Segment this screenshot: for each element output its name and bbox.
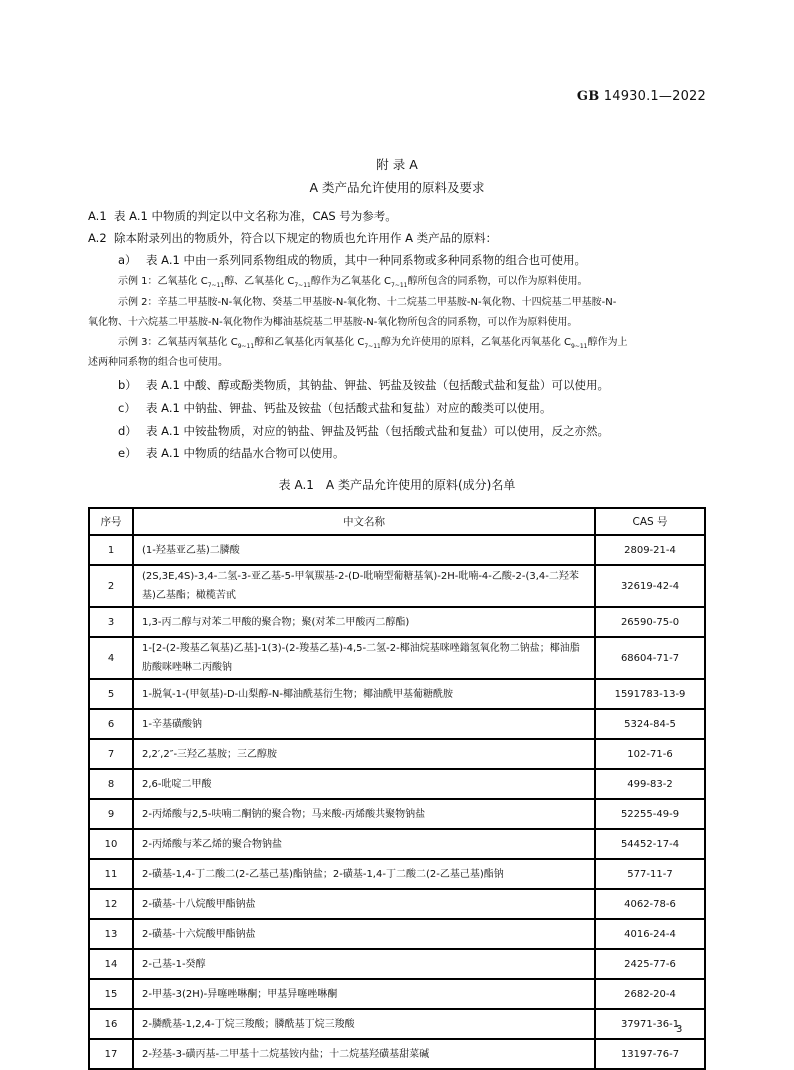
row-number: 8 (89, 769, 133, 799)
appendix-label: 附 录 A (376, 157, 418, 172)
row-cas: 37971-36-1 (595, 1009, 705, 1039)
row-cas: 32619-42-4 (595, 565, 705, 607)
table-row (89, 859, 705, 889)
table-row (89, 565, 705, 607)
item-label: e） (118, 446, 137, 460)
list-item-b (118, 378, 609, 393)
table-row (89, 979, 705, 1009)
table-row (89, 535, 705, 565)
row-name: (2S,3E,4S)-3,4-二氢-3-亚乙基-5-甲氧羰基-2-(D-吡喃型葡糖基氧)-2H-吡喃-4-乙酸-2-(3,4-二羟苯基)乙基酯；橄榄苦甙 (133, 565, 595, 607)
example-1: 示例 1：乙氧基化 $C_{7\sim 11}$醇、乙氧基化 $C_{7\sim 11}$醇作为乙氧基化 $C_{7\sim 11}$醇所包含的同系物，可以作为原料使用。 (118, 276, 588, 289)
row-number: 1 (89, 535, 133, 565)
materials-table (88, 507, 706, 1070)
row-cas: 2682-20-4 (595, 979, 705, 1009)
clause-text: 除本附录列出的物质外，符合以下规定的物质也允许用作 A 类产品的原料： (114, 231, 498, 245)
row-number: 9 (89, 799, 133, 829)
row-name: (1-羟基亚乙基)二膦酸 (133, 535, 595, 565)
header-name: 中文名称 (133, 508, 595, 535)
row-number: 10 (89, 829, 133, 859)
row-name: 1-辛基磺酸钠 (133, 709, 595, 739)
row-name: 2-甲基-3(2H)-异噻唑啉酮；甲基异噻唑啉酮 (133, 979, 595, 1009)
table-row (89, 949, 705, 979)
table-row (89, 679, 705, 709)
row-cas: 5324-84-5 (595, 709, 705, 739)
row-cas: 68604-71-7 (595, 637, 705, 679)
row-cas: 102-71-6 (595, 739, 705, 769)
row-cas: 2809-21-4 (595, 535, 705, 565)
table-row (89, 637, 705, 679)
header-no: 序号 (89, 508, 133, 535)
row-name: 2,6-吡啶二甲酸 (133, 769, 595, 799)
row-number: 17 (89, 1039, 133, 1069)
table-row (89, 919, 705, 949)
appendix-title: A 类产品允许使用的原料及要求 (309, 180, 485, 195)
row-cas: 1591783-13-9 (595, 679, 705, 709)
page-number: 3 (676, 1024, 683, 1035)
table-row (89, 829, 705, 859)
clause-a1 (88, 209, 397, 224)
row-number: 5 (89, 679, 133, 709)
clause-text: 表 A.1 中物质的判定以中文名称为准，CAS 号为参考。 (114, 209, 397, 223)
row-cas: 26590-75-0 (595, 607, 705, 637)
table-row (89, 739, 705, 769)
row-number: 6 (89, 709, 133, 739)
row-number: 11 (89, 859, 133, 889)
row-number: 2 (89, 565, 133, 607)
table-caption: 表 A.1 A 类产品允许使用的原料(成分)名单 (278, 478, 516, 492)
row-number: 16 (89, 1009, 133, 1039)
item-label: b） (118, 378, 137, 392)
row-number: 15 (89, 979, 133, 1009)
row-cas: 13197-76-7 (595, 1039, 705, 1069)
row-number: 13 (89, 919, 133, 949)
item-text: 表 A.1 中铵盐物质，对应的钠盐、钾盐及钙盐（包括酸式盐和复盐）可以使用，反之亦然。 (146, 424, 609, 438)
item-text: 表 A.1 中由一系列同系物组成的物质，其中一种同系物或多种同系物的组合也可使用。 (146, 253, 586, 267)
row-name: 2-磺基-1,4-丁二酸二(2-乙基己基)酯钠盐；2-磺基-1,4-丁二酸二(2-乙基己基)酯钠 (133, 859, 595, 889)
row-name: 2,2′,2″-三羟乙基胺；三乙醇胺 (133, 739, 595, 769)
row-name: 2-丙烯酸与2,5-呋喃二酮钠的聚合物；马来酸-丙烯酸共聚物钠盐 (133, 799, 595, 829)
table-row (89, 1009, 705, 1039)
row-number: 4 (89, 637, 133, 679)
item-label: a） (118, 253, 137, 267)
row-name: 2-磺基-十八烷酸甲酯钠盐 (133, 889, 595, 919)
table-header-row (89, 508, 705, 535)
list-item-d (118, 424, 609, 439)
row-cas: 577-11-7 (595, 859, 705, 889)
table-row (89, 769, 705, 799)
table-row (89, 607, 705, 637)
row-number: 14 (89, 949, 133, 979)
row-number: 7 (89, 739, 133, 769)
example-3: 示例 3：乙氧基丙氧基化 $C_{9\sim 11}$醇和乙氧基化丙氧基化 $C_{7\sim 11}$醇为允许使用的原料，乙氧基化丙氧基化 $C_{9\sim 11}$醇作为上 (118, 337, 628, 350)
standard-prefix: GB (576, 89, 600, 104)
row-cas: 54452-17-4 (595, 829, 705, 859)
example-3-line2: 述两种同系物的组合也可使用。 (88, 357, 228, 368)
item-text: 表 A.1 中酸、醇或酚类物质，其钠盐、钾盐、钙盐及铵盐（包括酸式盐和复盐）可以使用。 (146, 378, 609, 392)
table-row (89, 709, 705, 739)
row-number: 12 (89, 889, 133, 919)
row-cas: 2425-77-6 (595, 949, 705, 979)
example-2-line2: 氧化物、十六烷基二甲基胺-N-氧化物作为椰油基烷基二甲基胺-N-氧化物所包含的同系物，可以作为原料使用。 (88, 317, 578, 328)
table-row (89, 1039, 705, 1069)
list-item-e (118, 446, 344, 461)
row-name: 2-己基-1-癸醇 (133, 949, 595, 979)
row-name: 2-膦酰基-1,2,4-丁烷三羧酸；膦酰基丁烷三羧酸 (133, 1009, 595, 1039)
clause-number: A.2 (88, 231, 107, 245)
row-cas: 4016-24-4 (595, 919, 705, 949)
row-cas: 499-83-2 (595, 769, 705, 799)
row-name: 2-磺基-十六烷酸甲酯钠盐 (133, 919, 595, 949)
list-item-c (118, 401, 551, 416)
standard-number: 14930.1—2022 (603, 89, 706, 104)
list-item-a (118, 253, 586, 268)
item-label: c） (118, 401, 136, 415)
clause-number: A.1 (88, 209, 107, 223)
table-row (89, 889, 705, 919)
header-cas: CAS 号 (595, 508, 705, 535)
item-label: d） (118, 424, 137, 438)
example-2-line1: 示例 2：辛基二甲基胺-N-氧化物、癸基二甲基胺-N-氧化物、十二烷基二甲基胺-N-氧化物、十四烷基二甲基胺-N- (118, 297, 617, 308)
row-cas: 52255-49-9 (595, 799, 705, 829)
item-text: 表 A.1 中钠盐、钾盐、钙盐及铵盐（包括酸式盐和复盐）对应的酸类可以使用。 (146, 401, 552, 415)
table-row (89, 799, 705, 829)
row-name: 2-丙烯酸与苯乙烯的聚合物钠盐 (133, 829, 595, 859)
row-name: 1-脱氧-1-(甲氨基)-D-山梨醇-N-椰油酰基衍生物；椰油酰甲基葡糖酰胺 (133, 679, 595, 709)
item-text: 表 A.1 中物质的结晶水合物可以使用。 (146, 446, 345, 460)
clause-a2 (88, 231, 497, 246)
standard-code (577, 89, 706, 104)
row-name: 1-[2-(2-羧基乙氧基)乙基]-1(3)-(2-羧基乙基)-4,5-二氢-2-椰油烷基咪唑鎓氢氧化物二钠盐；椰油脂肪酸咪唑啉二丙酸钠 (133, 637, 595, 679)
row-name: 2-羟基-3-磺丙基-二甲基十二烷基铵内盐；十二烷基羟磺基甜菜碱 (133, 1039, 595, 1069)
row-cas: 4062-78-6 (595, 889, 705, 919)
row-name: 1,3-丙二醇与对苯二甲酸的聚合物；聚(对苯二甲酸丙二醇酯) (133, 607, 595, 637)
row-number: 3 (89, 607, 133, 637)
